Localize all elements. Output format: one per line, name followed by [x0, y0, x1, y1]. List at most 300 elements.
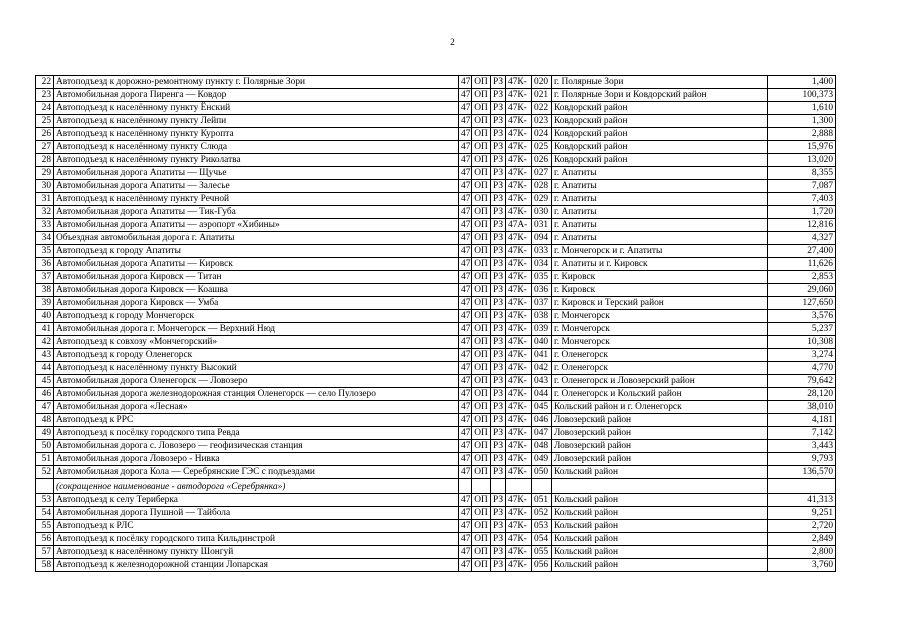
road-length: 2,888	[768, 128, 836, 141]
region-code: 47	[459, 520, 472, 533]
road-type: РЗ	[491, 310, 506, 323]
road-significance: ОП	[472, 453, 491, 466]
table-row	[36, 507, 836, 520]
region-code: 47	[459, 141, 472, 154]
road-significance: ОП	[472, 206, 491, 219]
roads-table-body	[36, 76, 836, 572]
road-code: 048	[532, 440, 552, 453]
road-code: 025	[532, 141, 552, 154]
region-code: 47	[459, 180, 472, 193]
row-number: 31	[36, 193, 54, 206]
table-row	[36, 388, 836, 401]
region-code: 47	[459, 154, 472, 167]
road-length	[768, 479, 836, 494]
road-type: РЗ	[491, 427, 506, 440]
road-category: 47К-	[506, 520, 532, 533]
road-name: Автомобильная дорога железнодорожная станция Оленегорск — село Пулозеро	[54, 388, 459, 401]
municipal-area: Кольский район	[552, 466, 768, 479]
road-significance: ОП	[472, 388, 491, 401]
road-name: Автоподъезд к населённому пункту Речной	[54, 193, 459, 206]
road-significance: ОП	[472, 427, 491, 440]
region-code: 47	[459, 453, 472, 466]
road-type: РЗ	[491, 559, 506, 572]
road-name: Автомобильная дорога «Лесная»	[54, 401, 459, 414]
road-category: 47К-	[506, 336, 532, 349]
municipal-area: г. Апатиты	[552, 206, 768, 219]
region-code: 47	[459, 271, 472, 284]
table-row	[36, 89, 836, 102]
table-row	[36, 533, 836, 546]
road-significance: ОП	[472, 533, 491, 546]
road-type: РЗ	[491, 102, 506, 115]
road-significance: ОП	[472, 297, 491, 310]
region-code: 47	[459, 167, 472, 180]
road-name: Автоподъезд к посёлку городского типа Кильдинстрой	[54, 533, 459, 546]
row-number: 40	[36, 310, 54, 323]
municipal-area: г. Апатиты	[552, 219, 768, 232]
region-code: 47	[459, 206, 472, 219]
table-row	[36, 401, 836, 414]
municipal-area: Ловозерский район	[552, 453, 768, 466]
road-category: 47К-	[506, 507, 532, 520]
road-code: 023	[532, 115, 552, 128]
table-row	[36, 453, 836, 466]
table-row	[36, 115, 836, 128]
municipal-area: г. Апатиты	[552, 232, 768, 245]
road-category: 47К-	[506, 494, 532, 507]
table-row	[36, 271, 836, 284]
road-type: РЗ	[491, 115, 506, 128]
road-category: 47К-	[506, 453, 532, 466]
municipal-area: Ловозерский район	[552, 440, 768, 453]
table-row	[36, 245, 836, 258]
table-row	[36, 180, 836, 193]
road-length: 127,650	[768, 297, 836, 310]
municipal-area: г. Мончегорск	[552, 336, 768, 349]
road-code: 046	[532, 414, 552, 427]
region-code: 47	[459, 362, 472, 375]
table-row	[36, 206, 836, 219]
region-code: 47	[459, 219, 472, 232]
road-code: 045	[532, 401, 552, 414]
region-code: 47	[459, 466, 472, 479]
road-significance: ОП	[472, 193, 491, 206]
row-number: 49	[36, 427, 54, 440]
road-name: Автоподъезд к населённому пункту Ёнский	[54, 102, 459, 115]
road-length: 13,020	[768, 154, 836, 167]
road-length: 8,355	[768, 167, 836, 180]
region-code: 47	[459, 494, 472, 507]
road-type: РЗ	[491, 245, 506, 258]
road-significance: ОП	[472, 494, 491, 507]
road-type: РЗ	[491, 180, 506, 193]
region-code: 47	[459, 89, 472, 102]
road-code: 039	[532, 323, 552, 336]
municipal-area: г. Полярные Зори и Ковдорский район	[552, 89, 768, 102]
road-significance: ОП	[472, 128, 491, 141]
road-code: 021	[532, 89, 552, 102]
region-code: 47	[459, 440, 472, 453]
row-number: 42	[36, 336, 54, 349]
municipal-area: г. Оленегорск	[552, 362, 768, 375]
municipal-area: г. Апатиты и г. Кировск	[552, 258, 768, 271]
row-number: 36	[36, 258, 54, 271]
road-length: 10,308	[768, 336, 836, 349]
region-code: 47	[459, 115, 472, 128]
municipal-area: г. Оленегорск и Кольский район	[552, 388, 768, 401]
road-significance: ОП	[472, 258, 491, 271]
road-code: 033	[532, 245, 552, 258]
road-name: Автоподъезд к посёлку городского типа Ревда	[54, 427, 459, 440]
table-row	[36, 546, 836, 559]
road-length: 1,400	[768, 76, 836, 89]
road-length: 9,251	[768, 507, 836, 520]
road-length: 2,800	[768, 546, 836, 559]
region-code	[459, 479, 472, 494]
road-length: 2,853	[768, 271, 836, 284]
table-row	[36, 494, 836, 507]
road-name: Автомобильная дорога Ловозеро - Нивка	[54, 453, 459, 466]
table-row-note	[36, 479, 836, 494]
road-significance: ОП	[472, 559, 491, 572]
region-code: 47	[459, 258, 472, 271]
road-significance: ОП	[472, 466, 491, 479]
page-number: 2	[450, 37, 455, 47]
table-row	[36, 232, 836, 245]
road-name: Автомобильная дорога Апатиты — Щучье	[54, 167, 459, 180]
road-type: РЗ	[491, 206, 506, 219]
road-code: 050	[532, 466, 552, 479]
road-name: Автомобильная дорога Пушной — Тайбола	[54, 507, 459, 520]
road-type: РЗ	[491, 76, 506, 89]
road-code: 027	[532, 167, 552, 180]
row-number: 35	[36, 245, 54, 258]
road-category: 47К-	[506, 440, 532, 453]
road-code: 040	[532, 336, 552, 349]
road-code: 030	[532, 206, 552, 219]
road-category: 47К-	[506, 258, 532, 271]
table-row	[36, 323, 836, 336]
road-category: 47К-	[506, 76, 532, 89]
road-code: 036	[532, 284, 552, 297]
region-code: 47	[459, 193, 472, 206]
road-name: Автоподъезд к населённому пункту Куропта	[54, 128, 459, 141]
road-type: РЗ	[491, 336, 506, 349]
row-number: 48	[36, 414, 54, 427]
road-significance: ОП	[472, 336, 491, 349]
road-name: Автоподъезд к совхозу «Мончегорский»	[54, 336, 459, 349]
road-type: РЗ	[491, 128, 506, 141]
road-category: 47К-	[506, 89, 532, 102]
road-name: Автоподъезд к населённому пункту Слюда	[54, 141, 459, 154]
row-number: 41	[36, 323, 54, 336]
road-type: РЗ	[491, 141, 506, 154]
road-significance: ОП	[472, 180, 491, 193]
road-significance: ОП	[472, 507, 491, 520]
road-category: 47К-	[506, 427, 532, 440]
road-name: Автомобильная дорога Апатиты — Кировск	[54, 258, 459, 271]
road-code: 037	[532, 297, 552, 310]
road-category: 47К-	[506, 284, 532, 297]
road-category: 47К-	[506, 310, 532, 323]
table-row	[36, 466, 836, 479]
road-significance: ОП	[472, 323, 491, 336]
municipal-area: г. Апатиты	[552, 180, 768, 193]
road-type: РЗ	[491, 520, 506, 533]
road-length: 29,060	[768, 284, 836, 297]
row-number: 55	[36, 520, 54, 533]
road-significance: ОП	[472, 520, 491, 533]
region-code: 47	[459, 507, 472, 520]
row-number: 47	[36, 401, 54, 414]
road-code: 024	[532, 128, 552, 141]
row-number: 56	[36, 533, 54, 546]
row-number: 57	[36, 546, 54, 559]
row-number: 28	[36, 154, 54, 167]
road-length: 11,626	[768, 258, 836, 271]
municipal-area: Кольский район	[552, 507, 768, 520]
municipal-area: Кольский район	[552, 520, 768, 533]
road-length: 3,274	[768, 349, 836, 362]
road-length: 38,010	[768, 401, 836, 414]
row-number: 44	[36, 362, 54, 375]
region-code: 47	[459, 323, 472, 336]
road-type: РЗ	[491, 362, 506, 375]
road-category: 47К-	[506, 559, 532, 572]
region-code: 47	[459, 388, 472, 401]
road-type: РЗ	[491, 258, 506, 271]
region-code: 47	[459, 427, 472, 440]
region-code: 47	[459, 102, 472, 115]
road-code: 094	[532, 232, 552, 245]
table-row	[36, 219, 836, 232]
road-category	[506, 479, 532, 494]
road-code: 038	[532, 310, 552, 323]
road-name: Объездная автомобильная дорога г. Апатиты	[54, 232, 459, 245]
municipal-area: Ловозерский район	[552, 414, 768, 427]
row-number: 58	[36, 559, 54, 572]
row-number: 52	[36, 466, 54, 479]
road-significance: ОП	[472, 232, 491, 245]
road-significance: ОП	[472, 89, 491, 102]
road-length: 79,642	[768, 375, 836, 388]
road-code: 034	[532, 258, 552, 271]
road-code: 053	[532, 520, 552, 533]
municipal-area: г. Кировск	[552, 284, 768, 297]
road-type: РЗ	[491, 414, 506, 427]
road-significance: ОП	[472, 219, 491, 232]
road-type: РЗ	[491, 193, 506, 206]
road-category: 47К-	[506, 271, 532, 284]
road-type: РЗ	[491, 453, 506, 466]
region-code: 47	[459, 232, 472, 245]
road-significance: ОП	[472, 284, 491, 297]
road-code: 055	[532, 546, 552, 559]
road-name: Автомобильная дорога Апатиты — Залесье	[54, 180, 459, 193]
region-code: 47	[459, 336, 472, 349]
row-number: 26	[36, 128, 54, 141]
municipal-area: г. Оленегорск	[552, 349, 768, 362]
road-code: 020	[532, 76, 552, 89]
region-code: 47	[459, 559, 472, 572]
road-name: Автоподъезд к населённому пункту Риколатва	[54, 154, 459, 167]
road-name: Автоподъезд к населённому пункту Шонгуй	[54, 546, 459, 559]
road-significance: ОП	[472, 401, 491, 414]
region-code: 47	[459, 245, 472, 258]
road-name: Автомобильная дорога Кировск — Титан	[54, 271, 459, 284]
municipal-area: г. Кировск и Терский район	[552, 297, 768, 310]
row-number: 29	[36, 167, 54, 180]
road-significance	[472, 479, 491, 494]
row-number: 39	[36, 297, 54, 310]
road-length: 3,760	[768, 559, 836, 572]
region-code: 47	[459, 375, 472, 388]
road-name: Автомобильная дорога Кола — Серебрянские ГЭС с подъездами	[54, 466, 459, 479]
road-length: 1,610	[768, 102, 836, 115]
road-significance: ОП	[472, 141, 491, 154]
road-category: 47К-	[506, 128, 532, 141]
table-row	[36, 336, 836, 349]
road-category: 47К-	[506, 232, 532, 245]
road-category: 47К-	[506, 115, 532, 128]
road-code: 047	[532, 427, 552, 440]
row-number: 37	[36, 271, 54, 284]
road-code: 022	[532, 102, 552, 115]
row-number: 51	[36, 453, 54, 466]
municipal-area: Ловозерский район	[552, 427, 768, 440]
table-row	[36, 154, 836, 167]
municipal-area: Кольский район и г. Оленегорск	[552, 401, 768, 414]
municipal-area: г. Кировск	[552, 271, 768, 284]
road-significance: ОП	[472, 375, 491, 388]
municipal-area: Кольский район	[552, 559, 768, 572]
road-name: Автоподъезд к городу Мончегорск	[54, 310, 459, 323]
road-length: 7,403	[768, 193, 836, 206]
road-name: Автоподъезд к населённому пункту Лейпи	[54, 115, 459, 128]
road-code: 043	[532, 375, 552, 388]
road-significance: ОП	[472, 349, 491, 362]
municipal-area: г. Мончегорск и г. Апатиты	[552, 245, 768, 258]
road-type: РЗ	[491, 297, 506, 310]
road-type: РЗ	[491, 284, 506, 297]
road-length: 3,576	[768, 310, 836, 323]
row-number: 30	[36, 180, 54, 193]
road-type: РЗ	[491, 89, 506, 102]
road-category: 47К-	[506, 193, 532, 206]
road-length: 2,849	[768, 533, 836, 546]
municipal-area: Кольский район	[552, 546, 768, 559]
table-row	[36, 375, 836, 388]
road-name-note: (сокращенное наименование - автодорога «Серебрянка»)	[54, 479, 459, 494]
region-code: 47	[459, 414, 472, 427]
road-name: Автомобильная дорога Кировск — Умба	[54, 297, 459, 310]
road-length: 136,570	[768, 466, 836, 479]
road-type: РЗ	[491, 167, 506, 180]
road-code: 041	[532, 349, 552, 362]
table-row	[36, 102, 836, 115]
road-code: 026	[532, 154, 552, 167]
municipal-area: г. Мончегорск	[552, 323, 768, 336]
road-code: 042	[532, 362, 552, 375]
row-number: 38	[36, 284, 54, 297]
region-code: 47	[459, 533, 472, 546]
row-number: 33	[36, 219, 54, 232]
road-length: 3,443	[768, 440, 836, 453]
road-length: 28,120	[768, 388, 836, 401]
road-category: 47К-	[506, 401, 532, 414]
table-row	[36, 349, 836, 362]
road-type: РЗ	[491, 494, 506, 507]
road-name: Автоподъезд к городу Апатиты	[54, 245, 459, 258]
row-number: 25	[36, 115, 54, 128]
road-category: 47К-	[506, 388, 532, 401]
region-code: 47	[459, 401, 472, 414]
road-significance: ОП	[472, 245, 491, 258]
road-name: Автомобильная дорога Апатиты — Тик-Губа	[54, 206, 459, 219]
road-length: 15,976	[768, 141, 836, 154]
road-length: 4,770	[768, 362, 836, 375]
road-code: 049	[532, 453, 552, 466]
road-significance: ОП	[472, 546, 491, 559]
row-number: 46	[36, 388, 54, 401]
road-code: 035	[532, 271, 552, 284]
road-category: 47К-	[506, 375, 532, 388]
road-code: 031	[532, 219, 552, 232]
road-code: 029	[532, 193, 552, 206]
municipal-area: г. Мончегорск	[552, 310, 768, 323]
region-code: 47	[459, 297, 472, 310]
road-significance: ОП	[472, 167, 491, 180]
municipal-area	[552, 479, 768, 494]
row-number: 32	[36, 206, 54, 219]
road-significance: ОП	[472, 440, 491, 453]
road-type: РЗ	[491, 401, 506, 414]
road-type: РЗ	[491, 154, 506, 167]
table-row	[36, 167, 836, 180]
road-significance: ОП	[472, 310, 491, 323]
road-type: РЗ	[491, 232, 506, 245]
road-type: РЗ	[491, 271, 506, 284]
road-length: 1,720	[768, 206, 836, 219]
road-name: Автомобильная дорога Апатиты — аэропорт «Хибины»	[54, 219, 459, 232]
table-row	[36, 362, 836, 375]
road-name: Автоподъезд к железнодорожной станции Лопарская	[54, 559, 459, 572]
road-name: Автомобильная дорога Кировск — Коашва	[54, 284, 459, 297]
road-length: 1,300	[768, 115, 836, 128]
road-significance: ОП	[472, 154, 491, 167]
road-category: 47К-	[506, 141, 532, 154]
road-length: 4,181	[768, 414, 836, 427]
road-length: 12,816	[768, 219, 836, 232]
road-length: 41,313	[768, 494, 836, 507]
row-number: 50	[36, 440, 54, 453]
road-category: 47К-	[506, 546, 532, 559]
road-type: РЗ	[491, 323, 506, 336]
region-code: 47	[459, 128, 472, 141]
row-number: 53	[36, 494, 54, 507]
road-code: 028	[532, 180, 552, 193]
road-category: 47К-	[506, 362, 532, 375]
municipal-area: Ковдорский район	[552, 115, 768, 128]
municipal-area: Кольский район	[552, 533, 768, 546]
road-significance: ОП	[472, 102, 491, 115]
road-name: Автоподъезд к РРС	[54, 414, 459, 427]
road-length: 7,142	[768, 427, 836, 440]
row-number: 45	[36, 375, 54, 388]
road-significance: ОП	[472, 271, 491, 284]
table-row	[36, 141, 836, 154]
road-type: РЗ	[491, 533, 506, 546]
